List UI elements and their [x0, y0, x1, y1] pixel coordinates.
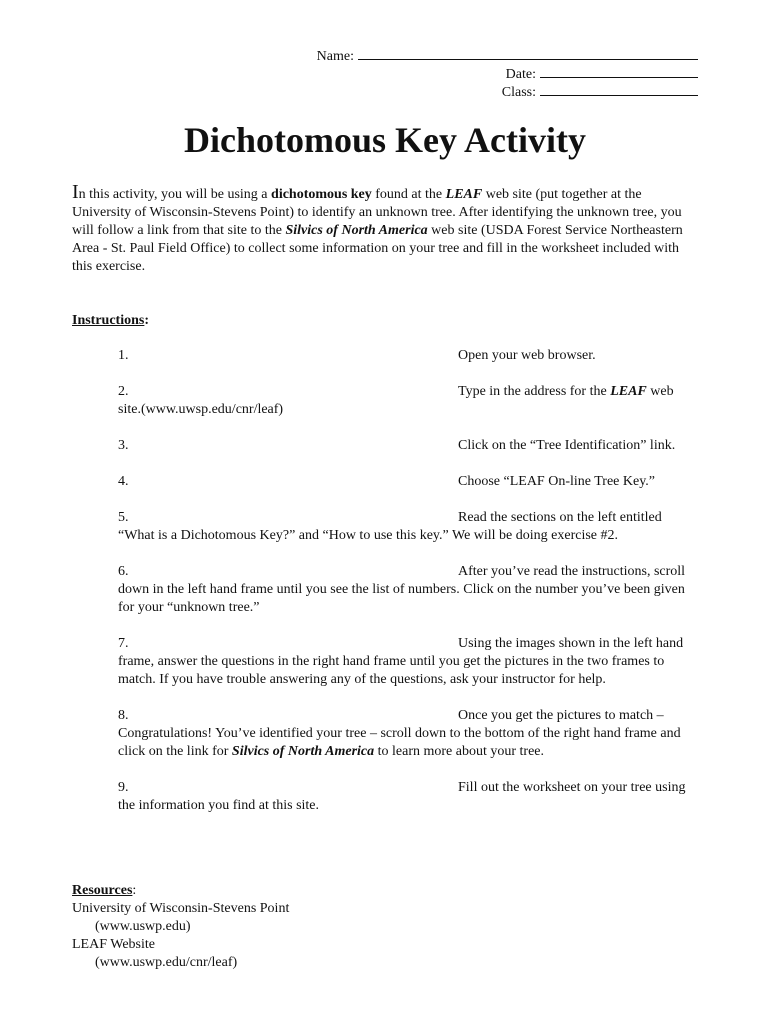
step-1 — [118, 347, 698, 365]
step-text: Open your web browser. — [458, 348, 596, 363]
instructions-heading-colon: : — [144, 313, 150, 328]
resources-heading-text: Resources — [72, 883, 133, 898]
step-text: Click on the “Tree Identification” link. — [458, 438, 676, 453]
name-blank — [358, 46, 698, 60]
step-text: Choose “LEAF On-line Tree Key.” — [458, 474, 656, 489]
resources-heading-colon: : — [132, 883, 137, 898]
instructions-heading — [72, 312, 149, 330]
step-emphasis: LEAF — [610, 384, 647, 399]
header-fields — [317, 46, 698, 100]
class-blank — [540, 82, 698, 96]
intro-text: web site (put together at the University of Wisconsin-Stevens Point) to identify an unknown tree. After identifying the unknown tree, you will follow a link from that site to the — [72, 187, 682, 238]
date-blank — [540, 64, 698, 78]
page-title: Dichotomous Key Activity — [184, 120, 586, 160]
step-text: After you’ve read the instructions, scroll down in the left hand frame until you see the list of numbers. Click on the number you’ve been given for your “unknown tree.” — [118, 564, 686, 615]
resource-uwsp-url: (www.uswp.edu) — [95, 919, 191, 934]
step-number: 3. — [118, 438, 129, 453]
date-line — [317, 64, 698, 82]
step-number: 8. — [118, 708, 129, 723]
class-line — [317, 82, 698, 100]
step-8 — [118, 707, 698, 761]
resource-uwsp: University of Wisconsin-Stevens Point — [72, 901, 290, 916]
step-number: 9. — [118, 780, 129, 795]
intro-silvics-term: Silvics of North America — [285, 223, 428, 238]
step-number: 4. — [118, 474, 129, 489]
instruction-steps — [118, 347, 698, 833]
intro-paragraph — [72, 183, 698, 276]
resource-leaf-url: (www.uswp.edu/cnr/leaf) — [95, 955, 238, 970]
step-6 — [118, 563, 698, 617]
step-text: Once you get the pictures to match – Congratulations! You’ve identified your tree – scroll down to the bottom of the right hand frame and click on the link for — [118, 708, 681, 759]
step-4 — [118, 473, 698, 491]
intro-bold-term: dichotomous key — [271, 187, 372, 202]
instructions-heading-text: Instructions — [72, 313, 145, 328]
step-number: 7. — [118, 636, 129, 651]
step-emphasis: Silvics of North America — [231, 744, 375, 759]
resource-leaf: LEAF Website — [72, 937, 155, 952]
step-text: Using the images shown in the left hand frame, answer the questions in the right hand frame until you get the pictures in the two frames to match. If you have trouble answering any of the questions, ask your instructor for help. — [118, 636, 684, 687]
step-text: Read the sections on the left entitled “What is a Dichotomous Key?” and “How to use this key.” We will be doing exercise #2. — [118, 510, 662, 543]
step-text: Type in the address for the — [458, 384, 611, 399]
step-text: to learn more about your tree. — [374, 744, 545, 759]
intro-text: n this activity, you will be using a — [78, 187, 272, 202]
step-5 — [118, 509, 698, 545]
class-label: Class: — [501, 85, 536, 100]
step-9 — [118, 779, 698, 815]
step-2 — [118, 383, 698, 419]
resources-heading — [72, 882, 289, 900]
step-number: 6. — [118, 564, 129, 579]
intro-first-letter: I — [72, 181, 79, 203]
step-number: 2. — [118, 384, 129, 399]
date-label: Date: — [505, 67, 536, 82]
resources-section — [72, 882, 289, 972]
intro-leaf-term: LEAF — [445, 187, 483, 202]
step-text: Fill out the worksheet on your tree using the information you find at this site. — [118, 780, 686, 813]
step-3 — [118, 437, 698, 455]
name-line — [317, 46, 698, 64]
step-number: 5. — [118, 510, 129, 525]
step-text: web site.(www.uwsp.edu/cnr/leaf) — [118, 384, 674, 417]
step-number: 1. — [118, 348, 129, 363]
intro-text: web site (USDA Forest Service Northeastern Area - St. Paul Field Office) to collect some information on your tree and fill in the worksheet included with this exercise. — [72, 223, 683, 274]
name-label: Name: — [316, 49, 354, 64]
intro-text: found at the — [371, 187, 446, 202]
step-7 — [118, 635, 698, 689]
